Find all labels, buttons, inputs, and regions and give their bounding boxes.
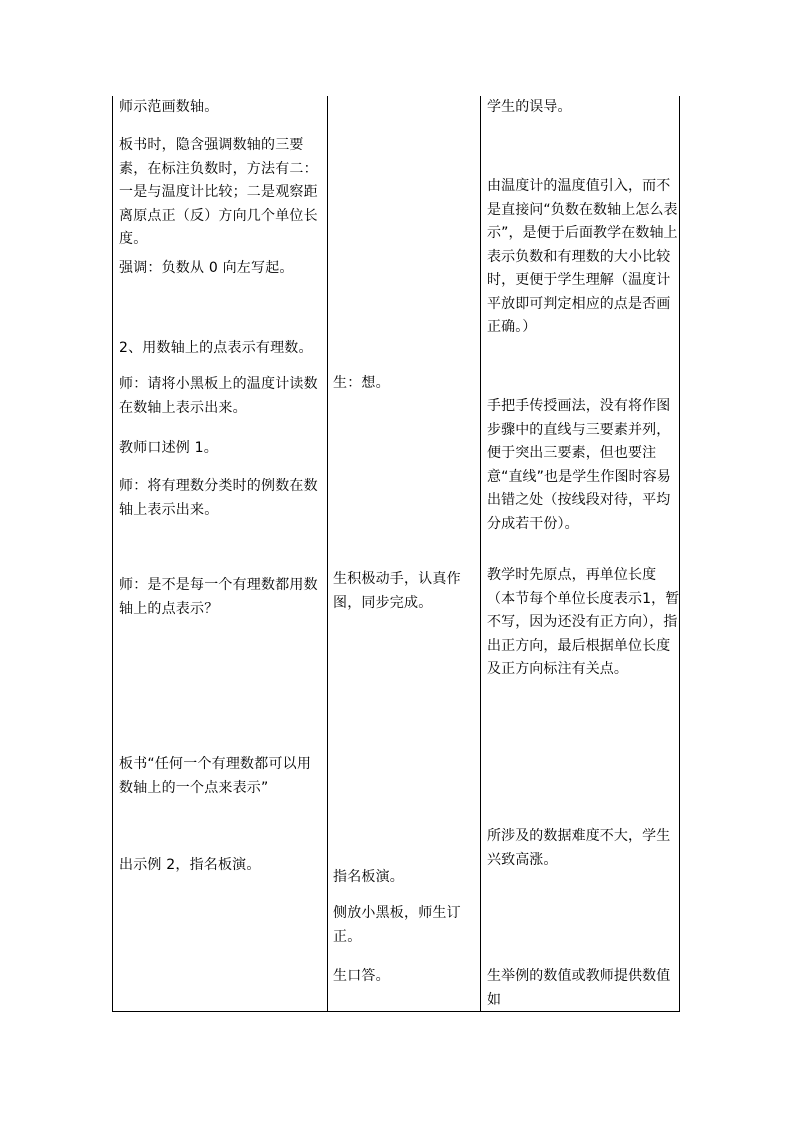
teacher-text: 强调：负数从 0 向左写起。 (119, 260, 294, 276)
student-activity-column (333, 96, 479, 1012)
intent-text: 学生的误导。 (487, 99, 572, 115)
teacher-text: 板书“任何一个有理数都可以用数轴上的一个点来表示” (119, 756, 312, 796)
student-text: 生：想。 (333, 375, 390, 391)
student-text: 生口答。 (333, 968, 390, 984)
teacher-text: 板书时，隐含强调数轴的三要素，在标注负数时，方法有二：一是与温度计比较；二是观察距离原点正（反）方向几个单位长度。 (119, 137, 318, 247)
teacher-activity-column (119, 96, 324, 1012)
student-text: 指名板演。 (333, 869, 404, 885)
intent-text: 手把手传授画法，没有将作图步骤中的直线与三要素并列，便于突出三要素，但也要注意“直线”也是学生作图时容易出错之处（按线段对待，平均分成若干份）。 (487, 398, 671, 532)
column-divider-1 (327, 96, 328, 1012)
design-intent-column (487, 96, 680, 1012)
teacher-text: 出示例 2，指名板演。 (119, 857, 261, 873)
teacher-text: 师：将有理数分类时的例数在数轴上表示出来。 (119, 478, 318, 518)
student-text: 侧放小黑板，师生订正。 (333, 905, 461, 945)
student-text: 生积极动手，认真作图，同步完成。 (333, 571, 461, 611)
intent-text: 由温度计的温度值引入，而不是直接问“负数在数轴上怎么表示”，是便于后面教学在数轴上表示负数和有理数的大小比较时，更便于学生理解（温度计平放即可判定相应的点是否画正确。） (487, 178, 678, 335)
intent-text: 生举例的数值或教师提供数值如 (487, 968, 671, 1008)
lesson-table (112, 96, 680, 1012)
teacher-text: 师：是不是每一个有理数都用数轴上的点表示？ (119, 577, 318, 617)
teacher-text: 2、用数轴上的点表示有理数。 (119, 340, 313, 356)
teacher-text: 师示范画数轴。 (119, 99, 219, 115)
column-divider-2 (480, 96, 481, 1012)
intent-text: 所涉及的数据难度不大，学生兴致高涨。 (487, 828, 671, 868)
teacher-text: 教师口述例 1。 (119, 440, 218, 456)
table-left-border (112, 96, 113, 1012)
teacher-text: 师：请将小黑板上的温度计读数在数轴上表示出来。 (119, 376, 318, 416)
intent-text: 教学时先原点，再单位长度（本节每个单位长度表示1，暂不写，因为还没有正方向），指出正方向，最后根据单位长度及正方向标注有关点。 (487, 567, 680, 677)
